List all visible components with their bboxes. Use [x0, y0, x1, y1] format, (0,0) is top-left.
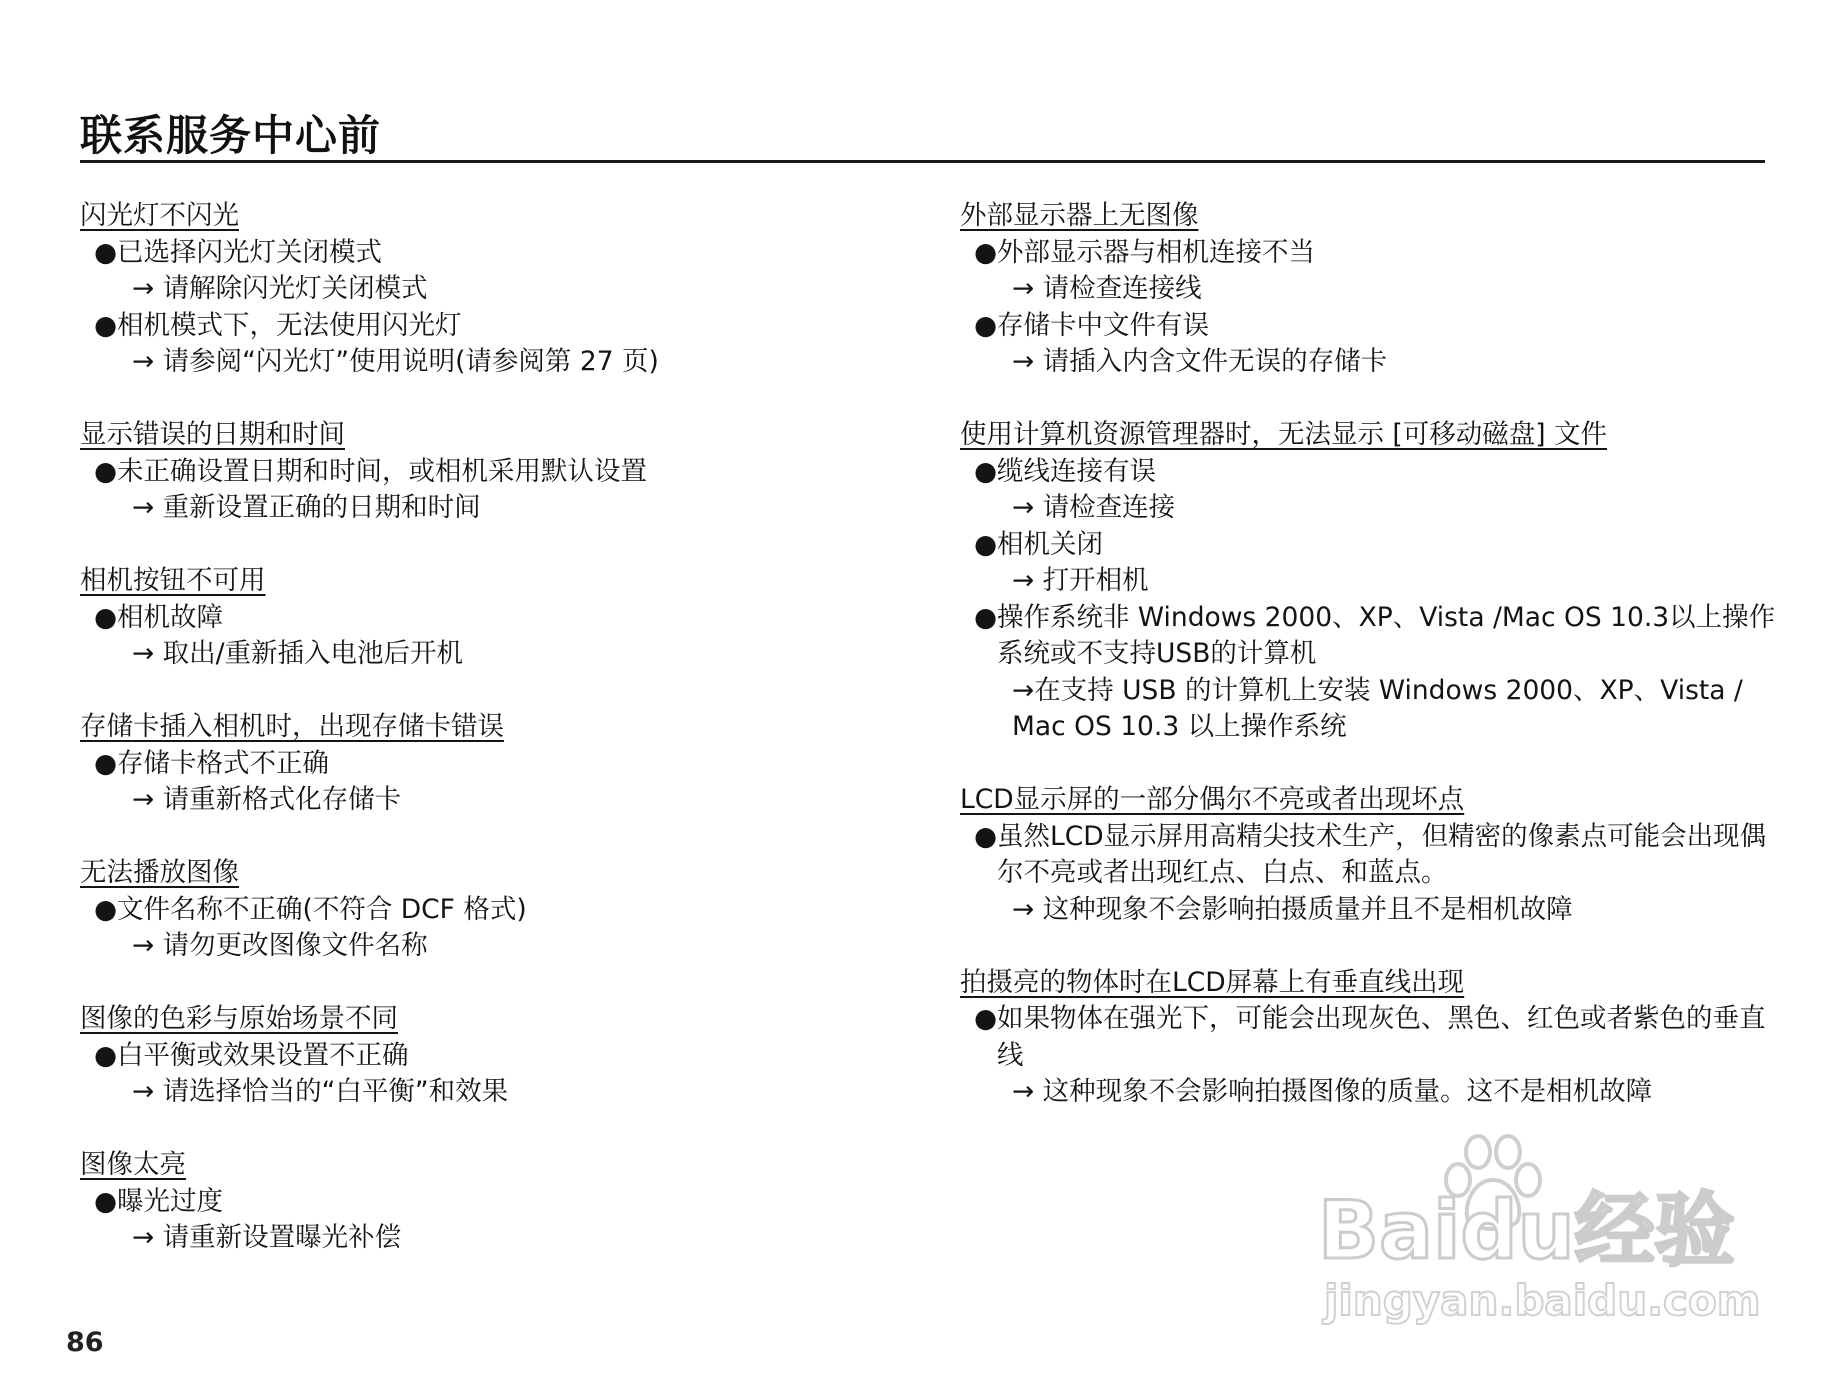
solution-text: → 请插入内含文件无误的存储卡: [1012, 346, 1388, 377]
solution-text: → 请选择恰当的“白平衡”和效果: [132, 1076, 509, 1107]
problem-cause: 外部显示器与相机连接不当: [997, 236, 1315, 268]
solution-text: → 取出/重新插入电池后开机: [132, 638, 464, 669]
bullet-icon: ●: [94, 601, 118, 633]
bullet-icon: ●: [974, 236, 998, 268]
problem-cause: 操作系统非 Windows 2000、XP、Vista /Mac OS 10.3以上操作系统或不支持USB的计算机: [997, 601, 1776, 669]
problem-cause: 相机故障: [117, 601, 223, 633]
section-heading: 闪光灯不闪光: [80, 200, 239, 231]
solution-text: → 请参阅“闪光灯”使用说明(请参阅第 27 页): [132, 346, 659, 377]
list-item: [80, 746, 940, 819]
section: [80, 417, 940, 527]
bullet-icon: ●: [974, 1003, 998, 1034]
section: [80, 709, 940, 819]
list-item: [80, 892, 940, 965]
watermark: [1318, 1128, 1761, 1328]
list-item: [80, 600, 940, 673]
problem-cause: 相机关闭: [997, 528, 1103, 560]
problem-cause: 存储卡格式不正确: [117, 747, 329, 779]
bullet-icon: ●: [94, 309, 118, 341]
problem-cause: 相机模式下，无法使用闪光灯: [117, 309, 462, 341]
section: [80, 1001, 940, 1111]
problem-cause: 未正确设置日期和时间，或相机采用默认设置: [117, 455, 647, 487]
section-heading: 使用计算机资源管理器时，无法显示 [可移动磁盘] 文件: [960, 419, 1608, 450]
section-heading: 显示错误的日期和时间: [80, 419, 345, 450]
solution-text: → 请重新格式化存储卡: [132, 784, 402, 815]
section-heading: 拍摄亮的物体时在LCD屏幕上有垂直线出现: [960, 966, 1465, 998]
page-number: 86: [66, 1327, 104, 1358]
section-heading: 外部显示器上无图像: [960, 200, 1199, 231]
bullet-icon: ●: [94, 1185, 118, 1217]
list-item: [960, 1001, 1790, 1111]
problem-cause: 缆线连接有误: [997, 455, 1156, 487]
solution-text: → 请检查连接: [1012, 492, 1176, 523]
list-item: [80, 454, 940, 527]
section-heading: 相机按钮不可用: [80, 565, 266, 596]
section: [80, 855, 940, 965]
bullet-icon: ●: [974, 601, 998, 633]
section: [80, 1147, 940, 1257]
bullet-icon: ●: [94, 236, 118, 268]
problem-cause: 虽然LCD显示屏用高精尖技术生产，但精密的像素点可能会出现偶尔不亮或者出现红点、白点、和蓝点。: [997, 820, 1767, 888]
problem-cause: 文件名称不正确(不符合 DCF 格式): [117, 893, 527, 925]
problem-cause: 白平衡或效果设置不正确: [117, 1039, 409, 1071]
bullet-icon: ●: [94, 1039, 118, 1071]
list-item: [960, 600, 1790, 746]
list-item: [80, 1184, 940, 1257]
problem-cause: 已选择闪光灯关闭模式: [117, 236, 382, 268]
list-item: [960, 308, 1790, 381]
problem-cause: 存储卡中文件有误: [997, 309, 1209, 341]
solution-text: → 打开相机: [1012, 565, 1149, 596]
section: [80, 198, 940, 381]
list-item: [960, 454, 1790, 527]
solution-text: → 这种现象不会影响拍摄图像的质量。这不是相机故障: [1012, 1076, 1653, 1107]
bullet-icon: ●: [94, 747, 118, 779]
bullet-icon: ●: [94, 455, 118, 487]
right-column: [960, 198, 1790, 1147]
section: [80, 563, 940, 673]
left-column: [80, 198, 940, 1293]
bullet-icon: ●: [974, 528, 998, 560]
watermark-brand: Baidu经验: [1318, 1184, 1735, 1277]
list-item: [960, 235, 1790, 308]
section-heading: 图像的色彩与原始场景不同: [80, 1003, 398, 1034]
solution-text: → 请检查连接线: [1012, 273, 1202, 304]
list-item: [960, 527, 1790, 600]
title-divider: [80, 160, 1765, 163]
solution-text: →在支持 USB 的计算机上安装 Windows 2000、XP、Vista / Mac OS 10.3 以上操作系统: [1012, 674, 1743, 742]
bullet-icon: ●: [974, 455, 998, 487]
section-heading: LCD显示屏的一部分偶尔不亮或者出现坏点: [960, 784, 1465, 815]
solution-text: → 请重新设置曝光补偿: [132, 1222, 402, 1253]
section: [960, 417, 1790, 746]
section: [960, 782, 1790, 928]
page-title: 联系服务中心前: [80, 111, 382, 160]
solution-text: → 重新设置正确的日期和时间: [132, 492, 481, 523]
bullet-icon: ●: [974, 820, 998, 852]
solution-text: → 请勿更改图像文件名称: [132, 930, 428, 961]
section-heading: 无法播放图像: [80, 857, 239, 888]
problem-cause: 如果物体在强光下，可能会出现灰色、黑色、红色或者紫色的垂直线: [997, 1003, 1766, 1071]
list-item: [80, 1038, 940, 1111]
section-heading: 图像太亮: [80, 1149, 186, 1180]
problem-cause: 曝光过度: [117, 1185, 223, 1217]
list-item: [80, 308, 940, 381]
list-item: [80, 235, 940, 308]
section: [960, 198, 1790, 381]
section-heading: 存储卡插入相机时，出现存储卡错误: [80, 711, 504, 742]
bullet-icon: ●: [94, 893, 118, 925]
watermark-url: jingyan.baidu.com: [1324, 1276, 1761, 1325]
bullet-icon: ●: [974, 309, 998, 341]
solution-text: → 这种现象不会影响拍摄质量并且不是相机故障: [1012, 893, 1573, 925]
section: [960, 965, 1790, 1111]
solution-text: → 请解除闪光灯关闭模式: [132, 273, 428, 304]
list-item: [960, 819, 1790, 929]
